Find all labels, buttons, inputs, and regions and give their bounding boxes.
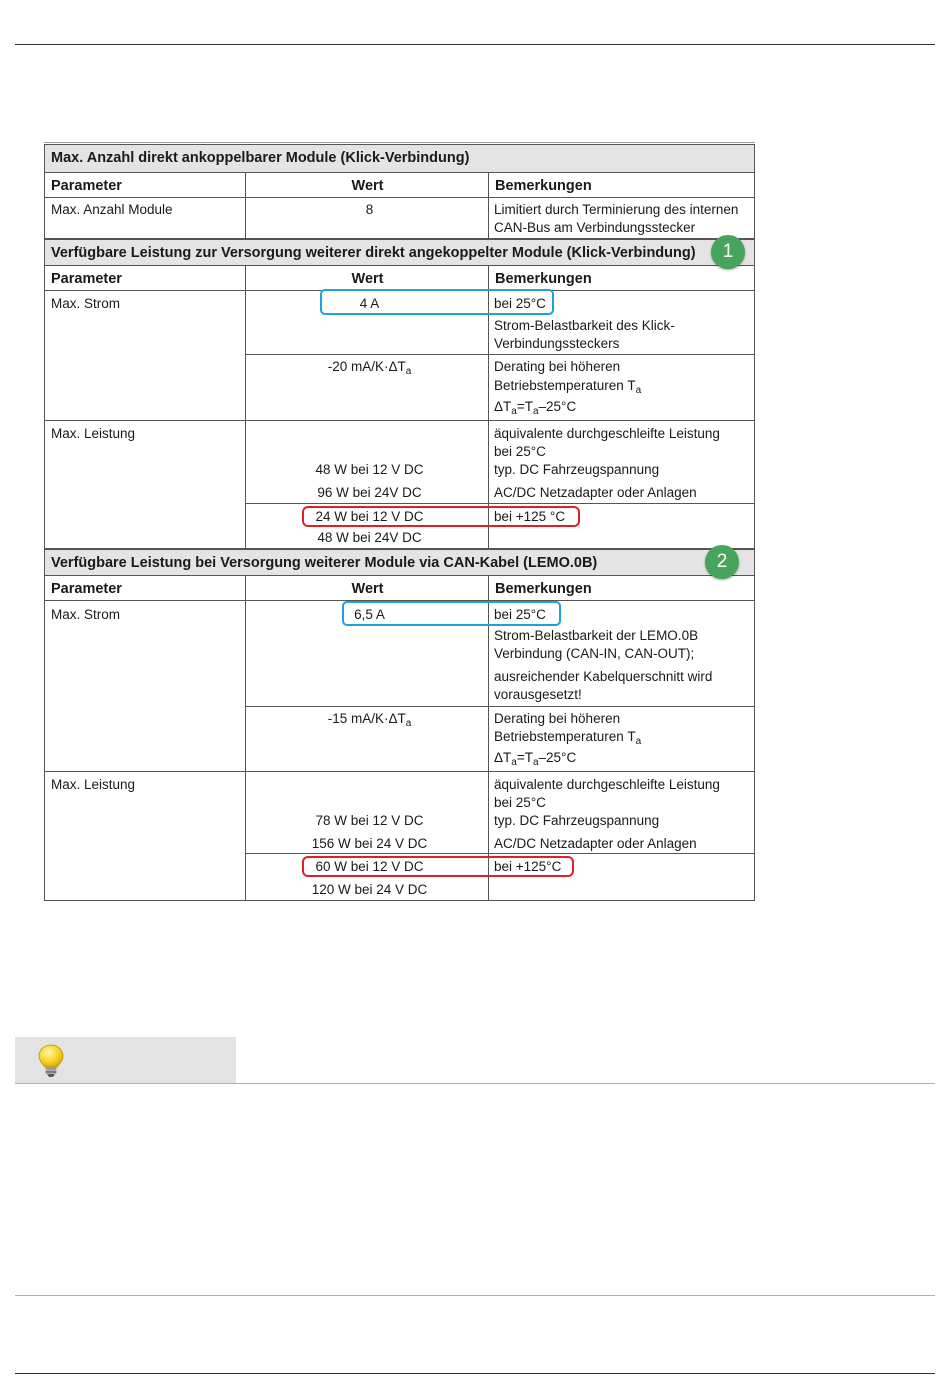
remark-leistung-3: typ. DC Fahrzeugspannung bbox=[494, 462, 660, 477]
remark-strom-1: bei 25°C bbox=[494, 607, 546, 622]
param-max-leistung: Max. Leistung bbox=[51, 426, 136, 441]
header-parameter: Parameter bbox=[51, 178, 122, 194]
remark-leistung-4: AC/DC Netzadapter oder Anlagen bbox=[494, 836, 697, 851]
table-top-rule bbox=[44, 142, 755, 143]
value-max-anzahl-module: 8 bbox=[365, 202, 374, 217]
remark-strom-3: Verbindung (CAN-IN, CAN-OUT); bbox=[494, 646, 695, 661]
param-max-strom: Max. Strom bbox=[51, 296, 121, 311]
section-title-3: Verfügbare Leistung bei Versorgung weiterer Module via CAN-Kabel (LEMO.0B) bbox=[45, 550, 754, 575]
header-wert: Wert bbox=[351, 271, 384, 287]
lightbulb-icon bbox=[36, 1043, 66, 1079]
section-rule bbox=[15, 1295, 935, 1296]
remark-derating-formula: $\Delta T_a=T_a-25^\circ C$ bbox=[494, 750, 577, 768]
value-hot-12v: 60 W bei 12 V DC bbox=[315, 859, 424, 874]
value-max-strom: 4 A bbox=[359, 296, 380, 311]
remark-derating-2: Betriebstemperaturen $T_a$ bbox=[494, 729, 642, 747]
highlight-strom-6-5a bbox=[342, 601, 561, 626]
highlight-strom-4a bbox=[320, 289, 554, 315]
remark-leistung-4: AC/DC Netzadapter oder Anlagen bbox=[494, 485, 697, 500]
header-bemerkungen: Bemerkungen bbox=[495, 271, 592, 287]
value-hot-24v: 48 W bei 24V DC bbox=[317, 530, 422, 545]
remark-strom-2: Strom-Belastbarkeit der LEMO.0B bbox=[494, 628, 699, 643]
remark-strom-4: ausreichender Kabelquerschnitt wird bbox=[494, 669, 713, 684]
value-derating: -20 $mA/K\cdot\Delta T_a$ bbox=[327, 359, 412, 377]
param-max-anzahl-module: Max. Anzahl Module bbox=[51, 202, 173, 217]
remark-derating-1: Derating bei höheren bbox=[494, 711, 621, 726]
header-parameter: Parameter bbox=[51, 581, 122, 597]
header-wert: Wert bbox=[351, 178, 384, 194]
value-hot-24v: 120 W bei 24 V DC bbox=[311, 882, 428, 897]
remark-strom-5: vorausgesetzt! bbox=[494, 687, 582, 702]
header-bemerkungen: Bemerkungen bbox=[495, 178, 592, 194]
value-leistung-12v: 48 W bei 12 V DC bbox=[315, 462, 424, 477]
section-title-2: Verfügbare Leistung zur Versorgung weiterer direkt angekoppelter Module (Klick-Verbindung) bbox=[45, 240, 754, 265]
callout-badge-2: 2 bbox=[705, 545, 739, 579]
remark-leistung-2: bei 25°C bbox=[494, 795, 546, 810]
remark-derating-formula: $\Delta T_a=T_a-25^\circ C$ bbox=[494, 399, 577, 417]
remark-max-anzahl-2: CAN-Bus am Verbindungsstecker bbox=[494, 220, 696, 235]
value-leistung-24v: 156 W bei 24 V DC bbox=[311, 836, 428, 851]
header-wert: Wert bbox=[351, 581, 384, 597]
remark-strom-3: Verbindungssteckers bbox=[494, 336, 620, 351]
value-leistung-12v: 78 W bei 12 V DC bbox=[315, 813, 424, 828]
value-derating: -15 $mA/K\cdot\Delta T_a$ bbox=[327, 711, 412, 729]
highlight-hot-60w bbox=[302, 856, 574, 877]
value-hot-12v: 24 W bei 12 V DC bbox=[315, 509, 424, 524]
param-max-strom: Max. Strom bbox=[51, 607, 121, 622]
remark-derating-1: Derating bei höheren bbox=[494, 359, 621, 374]
callout-badge-1: 1 bbox=[711, 235, 745, 269]
param-max-leistung: Max. Leistung bbox=[51, 777, 136, 792]
section-rule bbox=[15, 1083, 935, 1084]
remark-leistung-3: typ. DC Fahrzeugspannung bbox=[494, 813, 660, 828]
remark-derating-2: Betriebstemperaturen $T_a$ bbox=[494, 378, 642, 396]
remark-leistung-2: bei 25°C bbox=[494, 444, 546, 459]
remark-hot: bei +125°C bbox=[494, 859, 562, 874]
remark-hot: bei +125 °C bbox=[494, 509, 566, 524]
page-footer-rule bbox=[15, 1373, 935, 1374]
remark-max-anzahl-1: Limitiert durch Terminierung des internen bbox=[494, 202, 739, 217]
section-title-1: Max. Anzahl direkt ankoppelbarer Module (Klick-Verbindung) bbox=[45, 145, 754, 172]
value-leistung-24v: 96 W bei 24V DC bbox=[317, 485, 422, 500]
value-max-strom: 6,5 A bbox=[354, 607, 385, 622]
remark-strom-2: Strom-Belastbarkeit des Klick- bbox=[494, 318, 675, 333]
header-parameter: Parameter bbox=[51, 271, 122, 287]
remark-leistung-1: äquivalente durchgeschleifte Leistung bbox=[494, 426, 720, 441]
page-header-rule bbox=[15, 44, 935, 45]
highlight-hot-24w bbox=[302, 506, 580, 527]
remark-leistung-1: äquivalente durchgeschleifte Leistung bbox=[494, 777, 720, 792]
header-bemerkungen: Bemerkungen bbox=[495, 581, 592, 597]
remark-strom-1: bei 25°C bbox=[494, 296, 546, 311]
